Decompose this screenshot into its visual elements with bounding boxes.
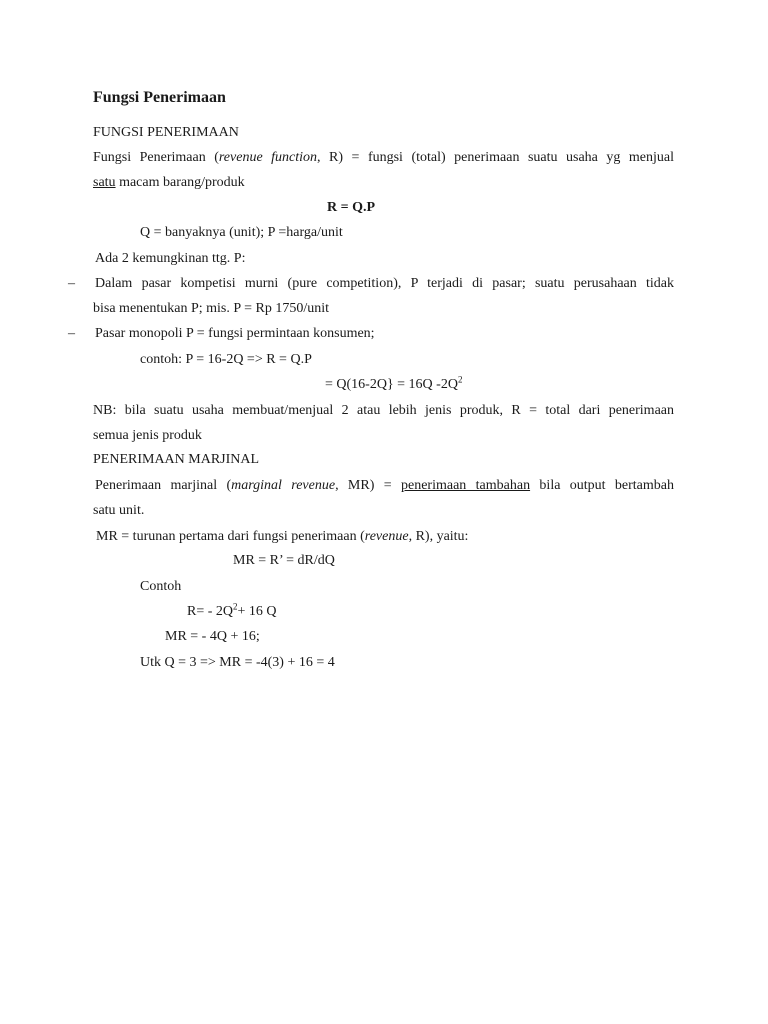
definition-text: Penerimaan marjinal ( [95,478,232,493]
definition-italic-term: revenue function [218,150,318,165]
definition-text: , MR) = [335,478,401,493]
note-line-1: NB: bila suatu usaha membuat/menjual 2 atau lebih jenis produk, R = total dari penerimaan [93,403,674,418]
definition-underlined-term: penerimaan tambahan [401,478,531,493]
bullet-2: Pasar monopoli P = fungsi permintaan konsumen; [95,326,375,341]
definition-line-2 [93,174,245,192]
example-label: Contoh [140,579,182,594]
exponent: 2 [233,601,238,612]
definition-text: macam barang/produk [115,175,245,190]
definition-italic-term: marginal revenue [231,478,336,493]
derivative-italic-term: revenue [364,529,409,544]
example-revenue-function [187,603,277,621]
document-title: Fungsi Penerimaan [93,89,226,106]
definition-text: Fungsi Penerimaan ( [93,150,219,165]
marginal-definition-line-2: satu unit. [93,503,145,518]
definition-text: , R) = fungsi (total) penerimaan suatu usaha yg menjual [317,150,674,165]
revenue-formula: R = Q.P [327,200,376,215]
example-evaluation: Utk Q = 3 => MR = -4(3) + 16 = 4 [140,655,335,670]
example-marginal-revenue: MR = - 4Q + 16; [165,629,260,644]
possibilities-intro: Ada 2 kemungkinan ttg. P: [95,251,246,266]
bullet-dash-1: – [68,276,75,291]
derivative-text: MR = turunan pertama dari fungsi penerimaan ( [96,529,365,544]
definition-text: bila output bertambah [530,478,675,493]
section-heading-marginal-revenue: PENERIMAAN MARJINAL [93,452,260,467]
formula-description: Q = banyaknya (unit); P =harga/unit [140,225,343,240]
bullet-1-line-2: bisa menentukan P; mis. P = Rp 1750/unit [93,301,330,316]
marginal-derivative-line [96,528,468,546]
example-1-line-1: contoh: P = 16-2Q => R = Q.P [140,352,312,367]
derivative-text: , R), yaitu: [408,529,469,544]
example-1-line-2 [325,376,462,394]
marginal-definition-line-1 [95,477,674,495]
marginal-revenue-formula: MR = R’ = dR/dQ [233,553,335,568]
example-expression: R= - 2Q [187,604,234,619]
example-expression: = Q(16-2Q} = 16Q -2Q [325,377,458,392]
exponent: 2 [457,374,463,385]
section-heading-revenue-function: FUNGSI PENERIMAAN [93,125,239,140]
note-line-2: semua jenis produk [93,428,202,443]
bullet-1-line-1: Dalam pasar kompetisi murni (pure competition), P terjadi di pasar; suatu perusahaan tidak [95,276,674,291]
example-expression: + 16 Q [237,604,277,619]
bullet-dash-2: – [68,326,75,341]
definition-line-1 [93,149,674,167]
definition-underlined-word: satu [93,175,116,190]
